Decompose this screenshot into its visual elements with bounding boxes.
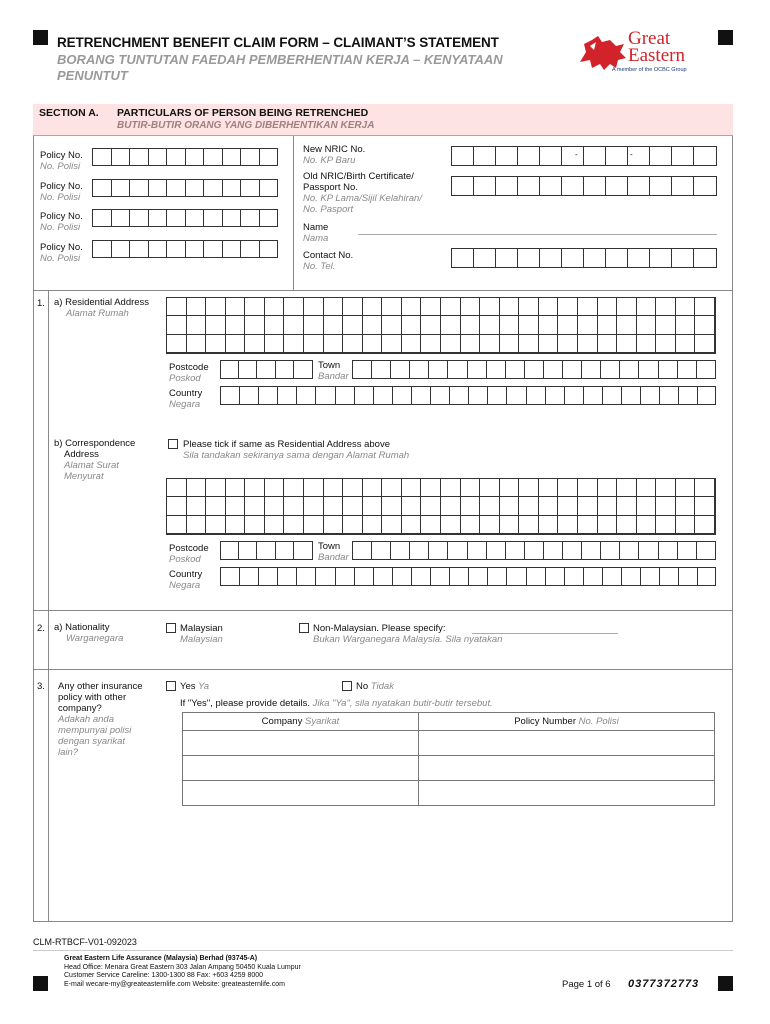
old-nric-field[interactable]: [451, 176, 717, 196]
policy-number-cell[interactable]: [419, 781, 715, 806]
malaysian-label: Malaysian Malaysian: [180, 623, 223, 645]
old-nric-label: Old NRIC/Birth Certificate/ Passport No. No. KP Lama/Sijil Kelahiran/ No. Pasport: [303, 171, 422, 215]
table-row: [183, 756, 715, 781]
registration-mark-bottom-left: [33, 976, 48, 991]
town-field-b[interactable]: [352, 541, 716, 560]
section-title: PARTICULARS OF PERSON BEING RETRENCHED: [117, 107, 369, 119]
registration-mark-top-right: [718, 30, 733, 45]
new-nric-label: New NRIC No. No. KP Baru: [303, 144, 366, 166]
non-malaysian-checkbox[interactable]: [299, 623, 309, 633]
question-3-number: 3.: [37, 681, 45, 692]
policy-number-4-field[interactable]: [92, 240, 278, 258]
policy-number-cell[interactable]: [419, 756, 715, 781]
postcode-label-b: Postcode Poskod: [169, 543, 209, 565]
logo-word-eastern: Eastern: [628, 45, 685, 66]
town-label-b: Town Bandar: [318, 541, 349, 563]
contact-number-field[interactable]: [451, 248, 717, 268]
same-as-residential-label: Please tick if same as Residential Address above Sila tandakan sekiranya sama dengan Alamat Rumah: [183, 439, 410, 461]
document-number: 0377372773: [628, 978, 700, 990]
top-divider: [293, 136, 294, 290]
correspondence-address-grid[interactable]: [166, 478, 716, 535]
town-field-a[interactable]: [352, 360, 716, 379]
form-title: RETRENCHMENT BENEFIT CLAIM FORM – CLAIMANT’S STATEMENT: [57, 35, 499, 50]
nric-separator-1: -: [575, 150, 578, 159]
policy-label-3: Policy No. No. Polisi: [40, 211, 83, 233]
registration-mark-top-left: [33, 30, 48, 45]
logo-tagline: A member of the OCBC Group: [612, 67, 687, 73]
registration-mark-bottom-right: [718, 976, 733, 991]
section-label: SECTION A.: [39, 107, 99, 119]
country-label-a: Country Negara: [169, 388, 203, 410]
yes-checkbox[interactable]: [166, 681, 176, 691]
table-row: [183, 731, 715, 756]
company-cell[interactable]: [183, 756, 419, 781]
postcode-field-b[interactable]: [220, 541, 313, 560]
policy-number-3-field[interactable]: [92, 209, 278, 227]
other-policies-table: [182, 712, 715, 806]
q1-bottom-rule: [33, 610, 733, 611]
policy-number-cell[interactable]: [419, 731, 715, 756]
nric-separator-2: -: [630, 150, 633, 159]
top-area-bottom-rule: [33, 290, 733, 291]
country-label-b: Country Negara: [169, 569, 203, 591]
nationality-label: a) Nationality Warganegara: [54, 622, 124, 644]
form-title-malay: BORANG TUNTUTAN FAEDAH PEMBERHENTIAN KERJA – KENYATAAN PENUNTUT: [57, 52, 503, 83]
country-field-a[interactable]: [220, 386, 716, 405]
company-cell[interactable]: [183, 781, 419, 806]
page-number: Page 1 of 6: [562, 979, 611, 990]
number-column-divider: [48, 290, 49, 922]
postcode-field-a[interactable]: [220, 360, 313, 379]
no-label: No Tidak: [356, 681, 394, 692]
question-2-number: 2.: [37, 623, 45, 634]
section-title-malay: BUTIR-BUTIR ORANG YANG DIBERHENTIKAN KERJA: [117, 120, 375, 131]
policy-label-2: Policy No. No. Polisi: [40, 181, 83, 203]
contact-label: Contact No. No. Tel.: [303, 250, 354, 272]
no-checkbox[interactable]: [342, 681, 352, 691]
town-label-a: Town Bandar: [318, 360, 349, 382]
question-1-number: 1.: [37, 298, 45, 309]
yes-label: Yes Ya: [180, 681, 210, 692]
policy-number-column-header: Policy Number No. Polisi: [419, 713, 715, 731]
table-header-row: [183, 713, 715, 731]
residential-address-grid[interactable]: [166, 297, 716, 354]
other-insurance-label: Any other insurance policy with other company? Adakah anda mempunyai polisi dengan syarikat lain?: [58, 681, 143, 758]
company-column-header: Company Syarikat: [183, 713, 419, 731]
new-nric-field[interactable]: [451, 146, 717, 166]
correspondence-address-label: b) Correspondence Address Alamat Surat Menyurat: [54, 438, 136, 482]
malaysian-checkbox[interactable]: [166, 623, 176, 633]
company-info: Great Eastern Life Assurance (Malaysia) Berhad (93745-A) Head Office: Menara Great Eastern 303 Jalan Ampang 50450 Kuala Lumpur Customer Service Careline: 1300-1300 88 Fax: +603 4259 8000 E-mail wecare-my@greateasternlife.com Website: greateasternlife.com: [64, 955, 301, 988]
section-a-header: [33, 104, 733, 136]
country-field-b[interactable]: [220, 567, 716, 586]
footer-rule: [33, 950, 733, 951]
residential-address-label: a) Residential Address Alamat Rumah: [54, 297, 150, 319]
q2-bottom-rule: [33, 669, 733, 670]
company-cell[interactable]: [183, 731, 419, 756]
form-code: CLM-RTBCF-V01-092023: [33, 937, 137, 947]
logo-word-great: Great: [628, 28, 671, 49]
policy-number-2-field[interactable]: [92, 179, 278, 197]
same-as-residential-checkbox[interactable]: [168, 439, 178, 449]
postcode-label-a: Postcode Poskod: [169, 362, 209, 384]
policy-label-1: Policy No. No. Polisi: [40, 150, 83, 172]
policy-label-4: Policy No. No. Polisi: [40, 242, 83, 264]
non-malaysian-label: Non-Malaysian. Please specify: Bukan Warganegara Malaysia. Sila nyatakan: [313, 623, 503, 645]
yes-details-note: If "Yes", please provide details. Jika "Ya", sila nyatakan butir-butir tersebut.: [180, 698, 493, 709]
name-input-line[interactable]: [358, 234, 717, 235]
name-label: Name Nama: [303, 222, 329, 244]
policy-number-1-field[interactable]: [92, 148, 278, 166]
nationality-specify-line[interactable]: [472, 633, 618, 634]
great-eastern-logo: [576, 30, 706, 78]
table-row: [183, 781, 715, 806]
